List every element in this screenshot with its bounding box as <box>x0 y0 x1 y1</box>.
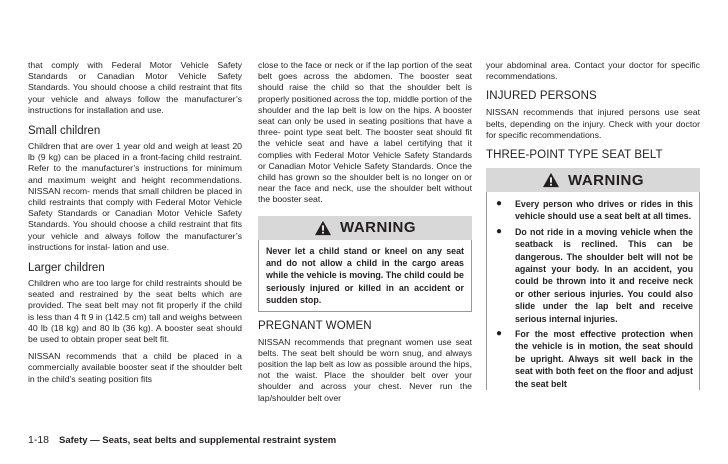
paragraph: that comply with Federal Motor Vehicle Safety Standards or Canadian Motor Vehicle Safety Standards. You should choose a child restraint that fits your vehicle and always follow the manufacturer’s instructions for installation and use. <box>28 60 242 115</box>
heading-larger-children: Larger children <box>28 262 105 275</box>
list-item: ● Every person who drives or rides in this vehicle should use a seat belt at all times. <box>493 198 693 223</box>
warning-text: Never let a child stand or kneel on any seat and do not allow a child in the cargo areas while the vehicle is moving. The child could be seriously injured or killed in an accident or sudden stop. <box>266 245 464 306</box>
bullet-icon: ● <box>496 225 503 237</box>
warning-header <box>486 168 700 192</box>
column-1 <box>28 60 242 385</box>
heading-pregnant-women: PREGNANT WOMEN <box>258 319 372 332</box>
bullet-icon: ● <box>496 328 503 340</box>
paragraph: your abdominal area. Contact your doctor for specific recommendations. <box>486 60 700 82</box>
warning-title: WARNING <box>568 171 644 189</box>
section-title: Safety — Seats, seat belts and supplemental restraint system <box>59 435 337 446</box>
paragraph: NISSAN recommends that injured persons use seat belts, depending on the injury. Check with your doctor for specific recommendations. <box>486 107 700 140</box>
paragraph: Children who are too large for child restraints should be seated and restrained by the seat belts which are provided. The seat belt may not fit properly if the child is less than 4 ft 9 in (142.5 cm) tall and weighs between 40 lb (18 kg) and 80 lb (36 kg). A booster seat should be used to obtain proper seat belt fit. <box>28 278 242 345</box>
column-3 <box>486 60 700 393</box>
warning-box <box>258 240 472 312</box>
warning-triangle-icon <box>314 220 332 236</box>
warning-title: WARNING <box>340 219 416 237</box>
paragraph: Children that are over 1 year old and weigh at least 20 lb (9 kg) can be placed in a front-facing child restraint. Refer to the manufacturer’s instructions for minimum and maximum weight and height recommendations. NISSAN recom- mends that small children be placed in child restraints that comply with Federal Motor Vehicle Safety Standards or Canadian Motor Vehicle Safety Standards. You should choose a child restraint that fits your vehicle and always follow the manufacturer’s instructions for instal- lation and use. <box>28 141 242 252</box>
warning-header <box>258 216 472 240</box>
page-footer <box>28 434 336 448</box>
column-2 <box>258 60 472 404</box>
warning-box <box>486 192 700 390</box>
paragraph: NISSAN recommends that a child be placed in a commercially available booster seat if the shoulder belt in the child’s seating position fits <box>28 351 242 384</box>
paragraph: NISSAN recommends that pregnant women use seat belts. The seat belt should be worn snug, and always position the lap belt as low as possible around the hips, not the waist. Place the shoulder belt over your shoulder and across your chest. Never run the lap/shoulder belt over <box>258 336 472 403</box>
list-item: ● Do not ride in a moving vehicle when the seatback is reclined. This can be dangerous. The shoulder belt will not be against your body. In an accident, you could be thrown into it and receive neck or other serious injuries. You could also slide under the lap belt and receive serious internal injuries. <box>493 226 693 325</box>
heading-small-children: Small children <box>28 125 101 138</box>
heading-injured-persons: INJURED PERSONS <box>486 90 597 103</box>
list-item: ● For the most effective protection when the vehicle is in motion, the seat should be upright. Always sit well back in the seat with both feet on the floor and adjust the seat belt <box>493 328 693 390</box>
page-number: 1-18 <box>28 434 50 446</box>
warning-triangle-icon <box>542 172 560 188</box>
paragraph: close to the face or neck or if the lap portion of the seat belt goes across the abdomen. The booster seat should raise the child so that the shoulder belt is properly positioned across the top, middle portion of the shoulder and the lap belt is low on the hips. A booster seat can only be used in seating positions that have a three- point type seat belt. The booster seat should fit the vehicle seat and have a label certifying that it complies with Federal Motor Vehicle Safety Standards or Canadian Motor Vehicle Safety Standards. Once the child has grown so the shoulder belt is no longer on or near the face and neck, use the shoulder belt without the booster seat. <box>258 60 472 205</box>
heading-three-point-seat-belt: THREE-POINT TYPE SEAT BELT <box>486 149 663 162</box>
bullet-icon: ● <box>496 198 503 210</box>
